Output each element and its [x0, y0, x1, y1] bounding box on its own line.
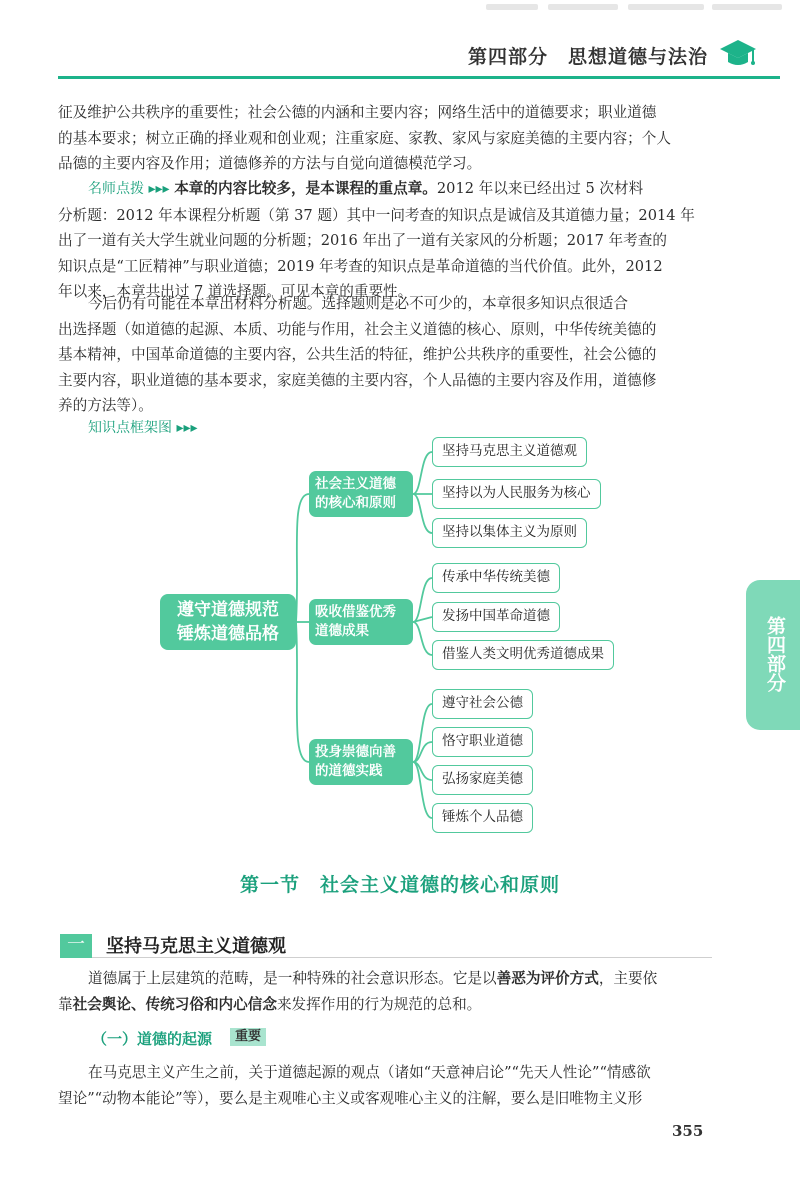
- page-number: 355: [672, 1122, 704, 1140]
- connector-branch2-leaves: [413, 578, 432, 655]
- mindmap-leaf: 恪守职业道德: [432, 727, 533, 757]
- outlook-line: 基本精神，中国革命道德的主要内容，公共生活的特征，维护公共秩序的重要性，社会公德的: [58, 346, 657, 363]
- mindmap-leaf: 遵守社会公德: [432, 689, 533, 719]
- root-line: 锤炼道德品格: [177, 624, 279, 644]
- framework-label: 知识点框架图 ▸▸▸: [88, 420, 198, 436]
- branch-line: 道德成果: [315, 623, 369, 639]
- definition-bold: 社会舆论、传统习俗和内心信念: [72, 995, 277, 1013]
- branch-line: 社会主义道德: [315, 476, 396, 492]
- origin-line: 在马克思主义产生之前，关于道德起源的观点（诸如“天意神启论”“先天人性论”“情感欲: [88, 1064, 651, 1081]
- definition-bold: 善恶为评价方式: [496, 970, 599, 987]
- importance-tag: 重要: [230, 1028, 266, 1046]
- teacher-tip-label: 名师点拨 ▸▸▸: [88, 181, 170, 197]
- definition-text: ，主要依: [598, 970, 658, 987]
- intro-line: 品德的主要内容及作用；道德修养的方法与自觉向道德模范学习。: [58, 155, 482, 172]
- definition-text: 道德属于上层建筑的范畴，是一种特殊的社会意识形态。它是以: [88, 970, 497, 987]
- mindmap-leaf: 坚持马克思主义道德观: [432, 437, 587, 467]
- intro-line: 的基本要求；树立正确的择业观和创业观；注重家庭、家教、家风与家庭美德的主要内容；个人: [58, 129, 671, 147]
- mindmap-leaf: 弘扬家庭美德: [432, 765, 533, 795]
- mindmap-leaf: 发扬中国革命道德: [432, 602, 560, 632]
- definition-text: 来发挥作用的行为规范的总和。: [276, 995, 482, 1013]
- outlook-line: 今后仍有可能在本章出材料分析题。选择题则是必不可少的，本章很多知识点很适合: [88, 295, 628, 312]
- mindmap-leaf: 传承中华传统美德: [432, 563, 560, 593]
- side-tab-label: 第四部分: [764, 616, 786, 692]
- definition-line: [58, 992, 710, 1018]
- branch-line: 吸收借鉴优秀: [315, 604, 396, 620]
- mindmap-branch-node: [309, 471, 413, 517]
- connector-root-branch1: [296, 494, 309, 622]
- mindmap-branch-node: [309, 599, 413, 645]
- origin-line: 望论”“动物本能论”等），要么是主观唯心主义或客观唯心主义的注解，要么是旧唯物主义形: [58, 1089, 643, 1107]
- mindmap-leaf: 借鉴人类文明优秀道德成果: [432, 640, 614, 670]
- teacher-tip-text: 2012 年以来已经出过 5 次材料: [436, 180, 644, 197]
- mindmap-leaf: 坚持以为人民服务为核心: [432, 479, 601, 509]
- teacher-tip-line: 知识点是“工匠精神”与职业道德；2019 年考查的知识点是革命道德的当代价值。此外，2012: [58, 257, 663, 275]
- mindmap-root-node: [160, 594, 296, 650]
- subsection-heading: 坚持马克思主义道德观: [106, 936, 286, 957]
- part-side-tab[interactable]: [746, 580, 800, 730]
- mindmap-leaf: 锤炼个人品德: [432, 803, 533, 833]
- definition-line: [58, 966, 710, 992]
- section-title: 第一节 社会主义道德的核心和原则: [239, 874, 560, 896]
- definition-text: 靠: [58, 995, 73, 1013]
- intro-line: 征及维护公共秩序的重要性；社会公德的内涵和主要内容；网络生活中的道德要求；职业道德: [58, 104, 657, 121]
- branch-line: 的核心和原则: [315, 495, 396, 511]
- teacher-tip-lead: 本章的内容比较多，是本课程的重点章。: [174, 180, 437, 197]
- heading-number-badge: 一: [60, 934, 92, 958]
- outlook-line: 主要内容，职业道德的基本要求，家庭美德的主要内容，个人品德的主要内容及作用，道德修: [58, 371, 657, 389]
- teacher-tip-line: 分析题：2012 年本课程分析题（第 37 题）其中一问考查的知识点是诚信及其道德力量；2014 年: [58, 206, 695, 224]
- mindmap-leaf: 坚持以集体主义为原则: [432, 518, 587, 548]
- page-header-title: 第四部分 思想道德与法治: [467, 46, 708, 68]
- teacher-tip-line: 出了一道有关大学生就业问题的分析题；2016 年出了一道有关家风的分析题；2017 年考查的: [58, 232, 667, 249]
- outlook-line: 养的方法等）。: [58, 397, 153, 414]
- connector-branch1-leaves: [413, 452, 432, 533]
- heading-rule: [92, 957, 712, 958]
- root-line: 遵守道德规范: [177, 600, 279, 620]
- connector-branch3-leaves: [413, 704, 432, 818]
- origin-paragraph: [58, 1060, 710, 1111]
- outlook-line: 出选择题（如道德的起源、本质、功能与作用，社会主义道德的核心、原则，中华传统美德的: [58, 320, 657, 338]
- mindmap-branch-node: [309, 739, 413, 785]
- branch-line: 投身崇德向善: [315, 744, 396, 760]
- connector-root-branch3: [296, 622, 309, 762]
- definition-paragraph: [58, 966, 710, 1017]
- teacher-tip-line: 年以来，本章共出过 7 道选择题。可见本章的重要性。: [58, 283, 413, 300]
- topic-heading: （一）道德的起源: [92, 1030, 213, 1048]
- branch-line: 的道德实践: [315, 763, 383, 779]
